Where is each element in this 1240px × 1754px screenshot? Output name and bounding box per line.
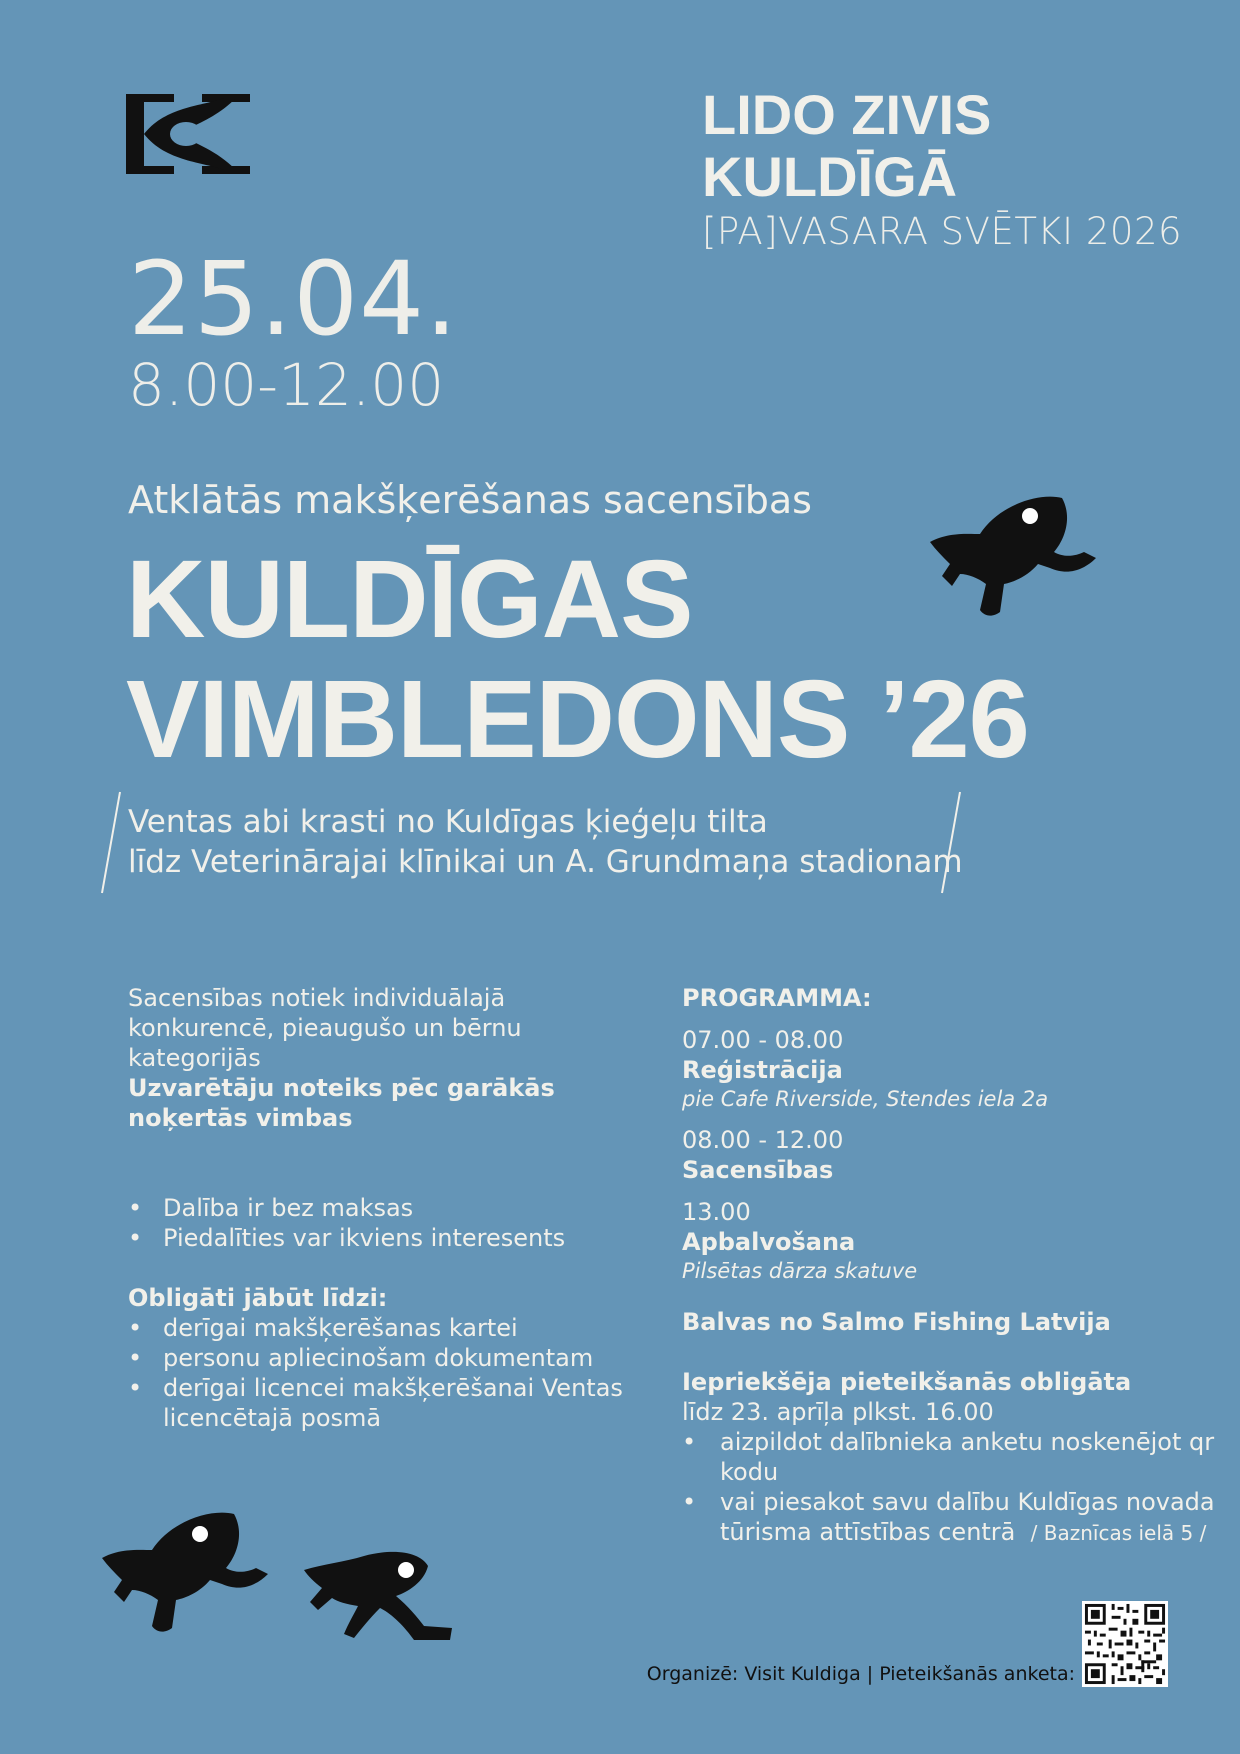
program-place: pie Cafe Riverside, Stendes iela 2a: [682, 1087, 1049, 1111]
fish-icon: [928, 494, 1096, 616]
program-time: 08.00 - 12.00: [682, 1126, 844, 1154]
brand-line1: LIDO ZIVIS: [702, 83, 992, 146]
event-time: 8.00-12.00: [128, 351, 445, 419]
list-item: • Piedalīties var ikviens interesents: [128, 1223, 648, 1253]
required-list: [128, 1313, 648, 1433]
brand-line2: KULDĪGĀ: [702, 145, 958, 208]
rules-column: [128, 983, 648, 1433]
required-heading: Obligāti jābūt līdzi:: [128, 1284, 388, 1312]
rules-intro: Sacensības notiek individuālajā konkurencē, pieaugušo un bērnu kategorijās: [128, 984, 522, 1072]
list-item: • aizpildot dalībnieka anketu noskenējot qr kodu: [682, 1427, 1222, 1487]
event-subtitle: Atklātās makšķerēšanas sacensības: [128, 478, 812, 522]
kuldiga-logo-icon: [126, 94, 250, 174]
rules-list: [128, 1193, 648, 1253]
event-title-line2: VIMBLEDONS ’26: [126, 658, 1029, 781]
signup-heading: Iepriekšēja pieteikšanās obligāta: [682, 1368, 1132, 1396]
signup-address: / Baznīcas ielā 5 /: [1030, 1521, 1207, 1545]
rules-winner: Uzvarētāju noteiks pēc garākās noķertās vimbas: [128, 1074, 555, 1132]
list-item: • derīgai makšķerēšanas kartei: [128, 1313, 648, 1343]
location-line2: līdz Veterinārajai klīnikai un A. Grundmaņa stadionam: [128, 844, 963, 880]
event-date: 25.04.: [128, 240, 459, 359]
program-column: [682, 983, 1222, 1548]
event-location: [128, 802, 963, 882]
brand-line3: [PA]VASARA SVĒTKI 2026: [702, 210, 1183, 253]
program-time: 13.00: [682, 1198, 751, 1226]
location-line1: Ventas abi krasti no Kuldīgas ķieģeļu tilta: [128, 804, 768, 840]
signup-deadline: līdz 23. aprīļa plkst. 16.00: [682, 1398, 994, 1426]
fish-icon: [100, 1510, 268, 1632]
list-item: • personu apliecinošam dokumentam: [128, 1343, 648, 1373]
fish-icon: [304, 1548, 454, 1648]
program-time: 07.00 - 08.00: [682, 1026, 844, 1054]
qr-code-icon[interactable]: [1082, 1601, 1168, 1687]
program-name: Apbalvošana: [682, 1228, 856, 1256]
signup-option2: vai piesakot savu dalību Kuldīgas novada tūrisma attīstības centrā: [720, 1488, 1215, 1546]
event-title-line1: KULDĪGAS: [126, 538, 693, 661]
brand-block: [702, 84, 1222, 254]
program-name: Sacensības: [682, 1156, 834, 1184]
footer-text: Organizē: Visit Kuldiga | Pieteikšanās anketa:: [646, 1663, 1075, 1685]
list-item: [682, 1487, 1222, 1548]
list-item: • Dalība ir bez maksas: [128, 1193, 648, 1223]
program-place: Pilsētas dārza skatuve: [682, 1259, 918, 1283]
list-item: • derīgai licencei makšķerēšanai Ventas licencētajā posmā: [128, 1373, 648, 1433]
event-title: [126, 540, 1029, 780]
program-name: Reģistrācija: [682, 1056, 843, 1084]
prizes: Balvas no Salmo Fishing Latvija: [682, 1308, 1111, 1336]
program-heading: PROGRAMMA:: [682, 984, 872, 1012]
signup-list: [682, 1427, 1222, 1548]
